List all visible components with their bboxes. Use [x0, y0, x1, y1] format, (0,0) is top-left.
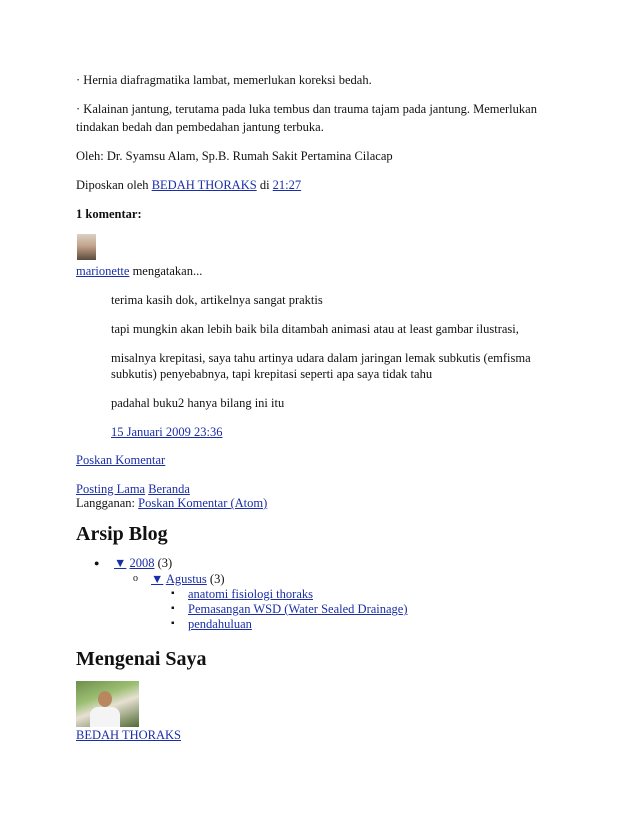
comment-line: padahal buku2 hanya bilang ini itu — [111, 396, 285, 410]
profile-photo[interactable] — [76, 681, 139, 727]
archive-post-link[interactable]: Pemasangan WSD (Water Sealed Drainage) — [188, 602, 408, 616]
comment-line: misalnya krepitasi, saya tahu artinya udara dalam jaringan lemak subkutis (emfisma — [111, 351, 531, 365]
home-link[interactable]: Beranda — [148, 482, 190, 496]
archive-year-count: (3) — [157, 556, 173, 570]
comment-header — [76, 263, 202, 279]
post-bullet-hernia: · Hernia diafragmatika lambat, memerlukan koreksi bedah. — [76, 73, 372, 87]
bullet-square-icon: ▪ — [171, 588, 175, 599]
commenter-name-link[interactable]: marionette — [76, 264, 130, 278]
posted-by-prefix: Diposkan oleh — [76, 178, 149, 192]
bullet-disc-icon: ● — [94, 558, 100, 568]
bullet-square-icon: ▪ — [171, 603, 175, 614]
subscribe-atom-link[interactable]: Poskan Komentar (Atom) — [138, 496, 268, 510]
post-bullet-jantung-cont: tindakan bedah dan pembedahan jantung terbuka. — [76, 120, 324, 134]
archive-month-item — [151, 571, 225, 587]
profile-photo-body — [90, 707, 120, 727]
posted-at-word: di — [259, 178, 270, 192]
bullet-circle-icon: o — [133, 573, 138, 584]
about-heading: Mengenai Saya — [76, 648, 207, 670]
archive-post-link[interactable]: pendahuluan — [188, 617, 252, 631]
archive-year-link[interactable]: 2008 — [129, 556, 155, 570]
archive-heading: Arsip Blog — [76, 523, 168, 545]
post-bullet-jantung: · Kalainan jantung, terutama pada luka tembus dan trauma tajam pada jantung. Memerlukan — [76, 102, 537, 116]
archive-month-toggle[interactable]: ▼ — [151, 572, 164, 586]
post-comment-link[interactable]: Poskan Komentar — [76, 453, 166, 467]
comment-line: terima kasih dok, artikelnya sangat praktis — [111, 293, 323, 307]
comment-timestamp-link[interactable]: 15 Januari 2009 23:36 — [111, 425, 223, 439]
subscribe-label: Langganan: — [76, 496, 136, 510]
archive-year-toggle[interactable]: ▼ — [114, 556, 127, 570]
post-author-line: Oleh: Dr. Syamsu Alam, Sp.B. Rumah Sakit Pertamina Cilacap — [76, 149, 393, 163]
comment-line: tapi mungkin akan lebih baik bila ditambah animasi atau at least gambar ilustrasi, — [111, 322, 519, 336]
profile-name-link[interactable]: BEDAH THORAKS — [76, 728, 181, 742]
older-posts-link[interactable]: Posting Lama — [76, 482, 146, 496]
archive-year-item — [114, 555, 172, 571]
archive-month-count: (3) — [209, 572, 225, 586]
commenter-avatar[interactable] — [77, 234, 96, 260]
archive-month-link[interactable]: Agustus — [165, 572, 207, 586]
comments-count: 1 komentar: — [76, 207, 142, 221]
post-author-link[interactable]: BEDAH THORAKS — [151, 178, 257, 192]
subscribe-line — [76, 495, 267, 511]
archive-post-link[interactable]: anatomi fisiologi thoraks — [188, 587, 313, 601]
bullet-square-icon: ▪ — [171, 618, 175, 629]
post-footer — [76, 177, 301, 193]
comment-line: subkutis) penyebabnya, tapi krepitasi seperti apa saya tidak tahu — [111, 367, 433, 381]
post-time-link[interactable]: 21:27 — [272, 178, 302, 192]
commenter-said: mengatakan... — [132, 264, 203, 278]
profile-photo-face — [98, 691, 112, 707]
